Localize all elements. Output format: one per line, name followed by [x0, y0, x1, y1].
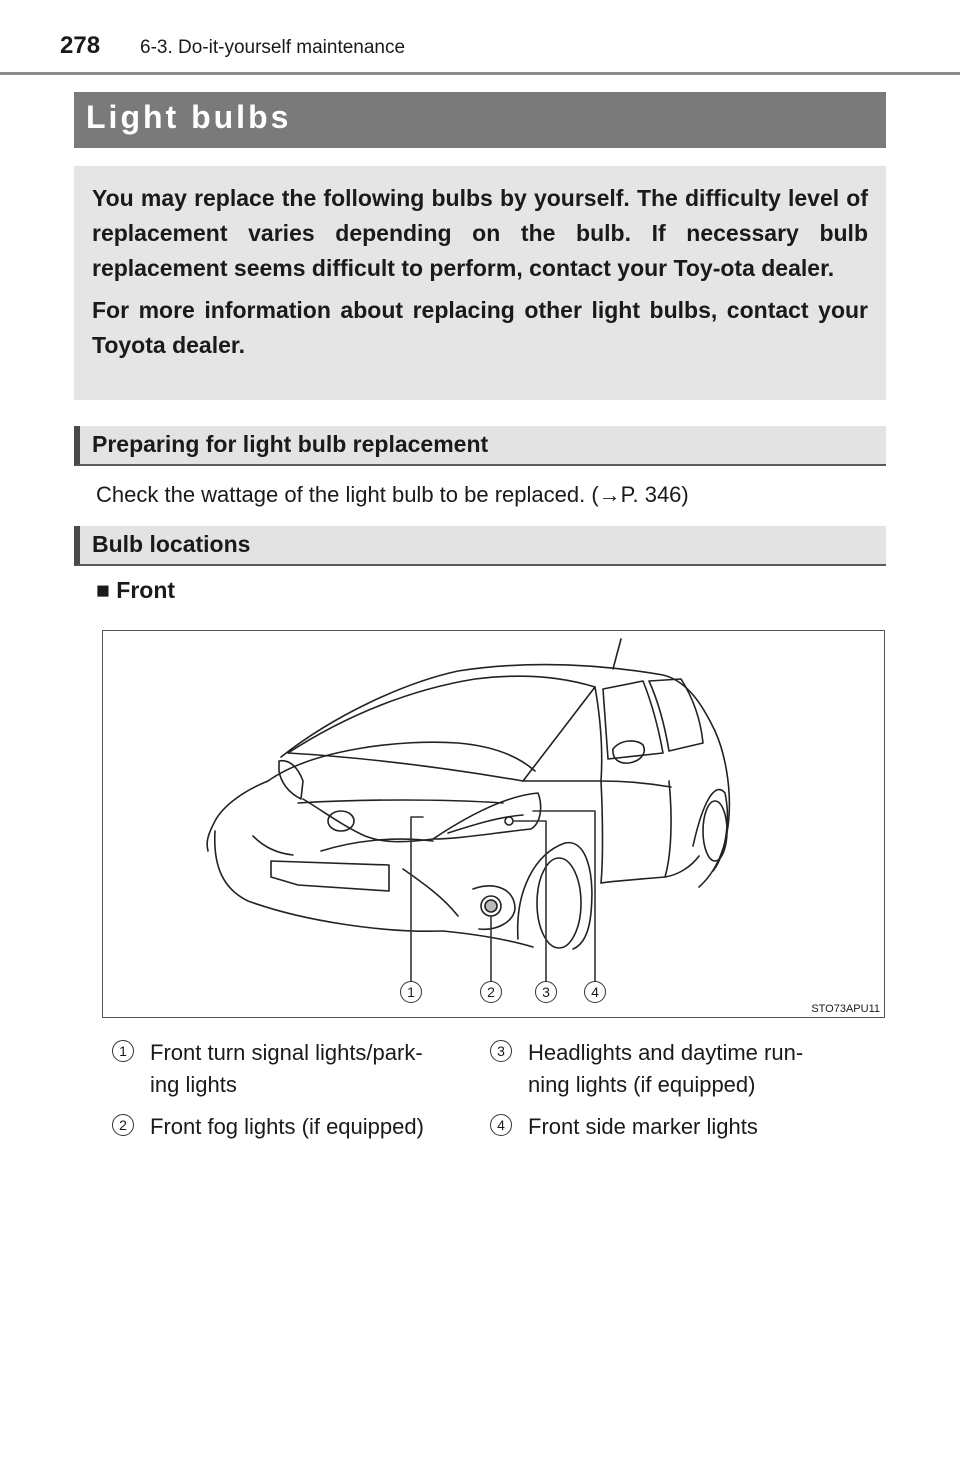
- callout-2: 2: [480, 981, 502, 1003]
- car-illustration: [103, 631, 886, 1019]
- page-title: Light bulbs: [86, 99, 292, 135]
- legend-item-1: [112, 1038, 472, 1102]
- figure-code: STO73APU11: [811, 1003, 880, 1015]
- preparing-text: Check the wattage of the light bulb to be replaced. (→P. 346): [96, 482, 689, 507]
- legend-text-4: Front side marker lights: [528, 1114, 758, 1139]
- section-reference: 6-3. Do-it-yourself maintenance: [140, 37, 406, 58]
- car-figure: [102, 630, 885, 1018]
- legend-item-2: [112, 1112, 472, 1146]
- legend-number-3: 3: [490, 1040, 512, 1062]
- legend-text-2: Front fog lights (if equipped): [150, 1114, 424, 1139]
- bulb-locations-heading: [74, 526, 886, 566]
- preparing-heading-label: Preparing for light bulb replacement: [92, 431, 489, 457]
- callout-1: 1: [400, 981, 422, 1003]
- header-divider: [0, 72, 960, 75]
- intro-paragraph-1: You may replace the following bulbs by yourself. The difficulty level of replacement varies depending on the bulb. If necessary bulb replacement seems difficult to perform, contact your Toy-ota dealer.: [92, 185, 868, 281]
- legend-number-2: 2: [112, 1114, 134, 1136]
- bulb-locations-heading-label: Bulb locations: [92, 531, 251, 557]
- callout-4: 4: [584, 981, 606, 1003]
- title-bar: [74, 92, 886, 148]
- page-number: 278: [60, 32, 101, 59]
- legend-text-1a: Front turn signal lights/park-: [150, 1040, 423, 1065]
- legend-number-4: 4: [490, 1114, 512, 1136]
- intro-box: [74, 166, 886, 400]
- legend-text-3a: Headlights and daytime run-: [528, 1040, 804, 1065]
- callout-3: 3: [535, 981, 557, 1003]
- intro-paragraph-2: For more information about replacing other light bulbs, contact your Toyota dealer.: [92, 297, 868, 358]
- legend-item-4: [490, 1112, 870, 1146]
- legend-text-3b: ning lights (if equipped): [528, 1072, 756, 1097]
- preparing-heading: [74, 426, 886, 466]
- legend-text-1b: ing lights: [150, 1072, 237, 1097]
- legend-item-3: [490, 1038, 870, 1102]
- front-label: ■ Front: [96, 577, 176, 603]
- legend-number-1: 1: [112, 1040, 134, 1062]
